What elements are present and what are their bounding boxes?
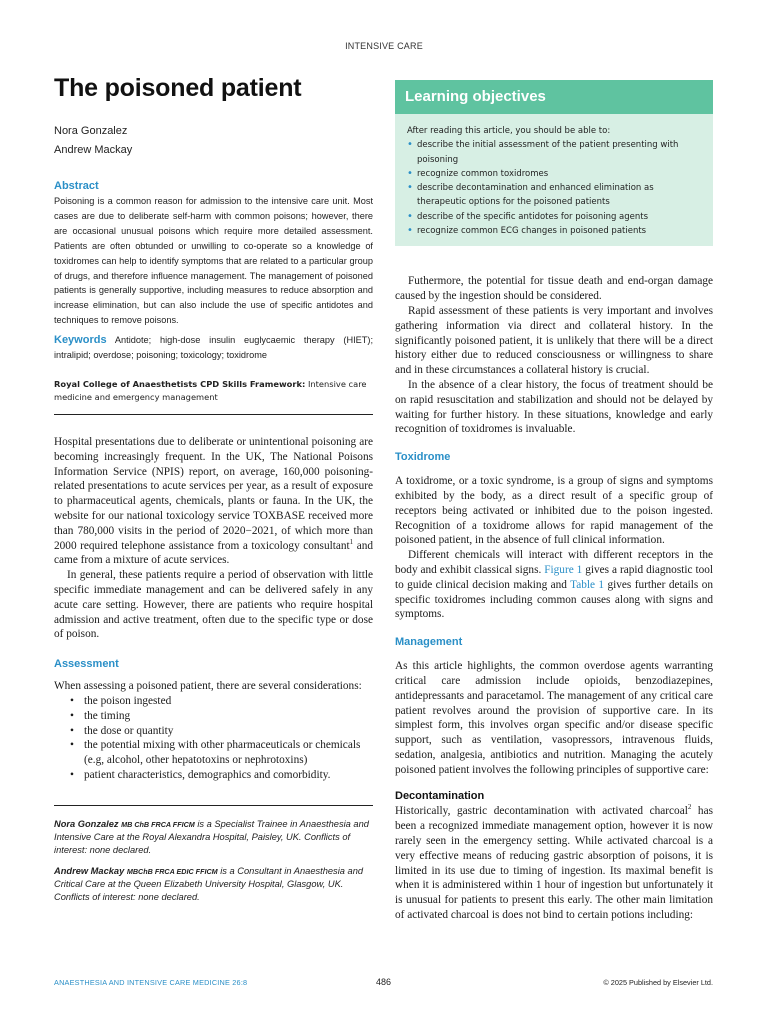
table-link[interactable]: Table 1 [570,578,605,591]
learning-objectives-body [395,114,713,246]
article-title: The poisoned patient [54,74,302,102]
objective-item: • describe of the specific antidotes for poisoning agents [407,210,701,224]
author-bio: Andrew Mackay MBChB FRCA EDIC FFICM is a Consultant in Anaesthesia and Critical Care at the Queen Elizabeth University Hospital, Glasgow, UK. Conflicts of interest: none declared. [54,865,364,903]
citation-ref[interactable]: 2 [687,803,692,812]
learning-objectives-heading: Learning objectives [395,80,713,114]
learning-objectives-intro: After reading this article, you should be able to: [407,126,611,136]
learning-objectives-box [395,80,713,246]
section-heading-toxidrome: Toxidrome [395,451,451,464]
keywords [54,333,373,363]
cpd-text: Intensive care medicine and emergency management [54,378,367,403]
author-list [54,122,373,160]
cpd-framework [54,378,373,415]
objective-item: • describe decontamination and enhanced elimination as therapeutic options for the poisoned patients [407,181,701,210]
list-item: • patient characteristics, demographics and comorbidity. [66,768,373,783]
body-paragraph: In general, these patients require a period of observation with little specific immediate management and can be delivered safely in any acute care setting. However, there are patients who require hospital admission and active treatment, often due to the specific type or dose of poison. [54,569,373,641]
list-item: • the timing [66,709,373,724]
page-number: 486 [375,977,392,987]
objective-item: • describe the initial assessment of the patient presenting with poisoning [407,138,701,167]
page-footer [54,977,713,991]
body-paragraph: As this article highlights, the common overdose agents warranting critical care admission include opioids, benzodiazepines, antidepressants and paracetamol. The management of any critical care patient revolves around the provision of supportive care. In its simplest form, this involves organ specific and/or disease specific support, such as ventilation, vasopressors, intravenous fluids, sedation, analgesia, antibiotics and nutrition. Managing the acutely poisoned patient involves the following principles of supportive care: [395,660,713,776]
body-paragraph: Rapid assessment of these patients is very important and involves gathering information via direct and collateral history. In the significantly poisoned patient, it is unlikely that there will be a direct history either due to reduced consciousness or willingness to share and in these circumstances a collateral history is crucial. [395,304,713,377]
author-name: Nora Gonzalez [54,125,128,137]
list-item: • the dose or quantity [66,724,373,739]
body-paragraph: Different chemicals will interact with different receptors in the body and exhibit classical signs. Figure 1 gives a rapid diagnostic tool to guide clinical decision making and Table 1 gives further details on specific toxidromes including common causes along with signs and symptoms. [395,549,714,621]
list-item: • the potential mixing with other pharmaceuticals or chemicals (e.g, alcohol, other hepatotoxins or nephrotoxins) [66,738,373,768]
list-item: • the poison ingested [66,694,373,709]
keywords-label: Keywords [54,334,107,347]
learning-objectives-list [407,138,701,238]
figure-link[interactable]: Figure 1 [544,563,583,576]
body-paragraph: In the absence of a clear history, the focus of treatment should be on rapid resuscitation and stabilization and should not be delayed by waiting for further history. In these situations, knowledge and early recognition of toxidromes is invaluable. [395,378,713,436]
cpd-label: Royal College of Anaesthetists CPD Skills Framework: [54,378,306,389]
author-name: Andrew Mackay [54,144,133,156]
copyright: © 2025 Published by Elsevier Ltd. [603,978,713,987]
section-heading-management: Management [395,636,463,649]
author-bio: Nora Gonzalez MB ChB FRCA FFICM is a Specialist Trainee in Anaesthesia and Intensive Care at the Royal Alexandra Hospital, Paisley, UK. Conflicts of interest: none declared. [54,818,369,856]
journal-citation: ANAESTHESIA AND INTENSIVE CARE MEDICINE 26:8 [54,978,248,987]
body-paragraph: Hospital presentations due to deliberate or unintentional poisoning are becoming increasingly frequent. In the UK, The National Poisons Information Service (NPIS) report, on average, 160,000 poisoning-related presentations to acute services per year, as a result of exposure to pharmaceutical agents, chemicals, plants or fauna. In the UK, the website for our national toxicology service TOXBASE received more than 780,000 visits in the period of 2020−2021, of which more than 2000 required telephone assistance from a toxicology consultant$^1$ and came from a mixture of acute services. [54,435,374,567]
body-paragraph: Futhermore, the potential for tissue death and end-organ damage caused by the ingestion should be considered. [395,275,713,303]
objective-item: • recognize common toxidromes [407,167,701,181]
objective-item: • recognize common ECG changes in poisoned patients [407,224,701,238]
running-head: INTENSIVE CARE [345,41,423,51]
subsection-heading-decontamination: Decontamination [395,790,485,803]
right-column [395,80,713,923]
abstract-text: Poisoning is a common reason for admission to the intensive care unit. Most cases are due to deliberate self-harm with common poisons; however, there are occasional unusual poisons which require more detailed assessment. Patients are often obtunded or unwilling to co-operate so a knowledge of toxidromes can help to identify symptoms that are related to a particular group of drugs, and therefore influence management. The management of poisoned patients is generally supportive, including measures to reduce absorption and increase elimination, but can also include the use of specific antidotes and techniques to remove poisons. [54,196,373,326]
assessment-list [66,694,373,783]
section-heading-assessment: Assessment [54,658,119,671]
left-column [54,70,373,904]
abstract-heading: Abstract [54,180,99,192]
body-paragraph: A toxidrome, or a toxic syndrome, is a group of signs and symptoms exhibited by the body, as a direct result of a specific group of receptors being activated or inhibited due to the poison ingested. Recognition of a toxidrome allows for rapid management of the poisoned patient, in the absence of full clinical information. [395,475,713,547]
body-paragraph: When assessing a poisoned patient, there are several considerations: [54,680,362,693]
body-paragraph: Historically, gastric decontamination with activated charcoal$^2$ has been a recognized immediate management option, however it is now rarely seen in the emergency setting. While activated charcoal is a very effective means of reducing gastric absorption of poisons, it is limited in its use due to timing of ingestion. Its maximal benefit is when it is administered within 1 hour of ingestion but unfortunately it is unusual for patients to present this early. The other main limitation of activated charcoal is does not bind to certain potions including: [395,803,713,922]
citation-ref[interactable]: 1 [349,537,354,546]
keywords-text: Antidote; high-dose insulin euglycaemic therapy (HIET); intralipid; overdose; poisoning; toxicology; toxidrome [54,335,373,361]
